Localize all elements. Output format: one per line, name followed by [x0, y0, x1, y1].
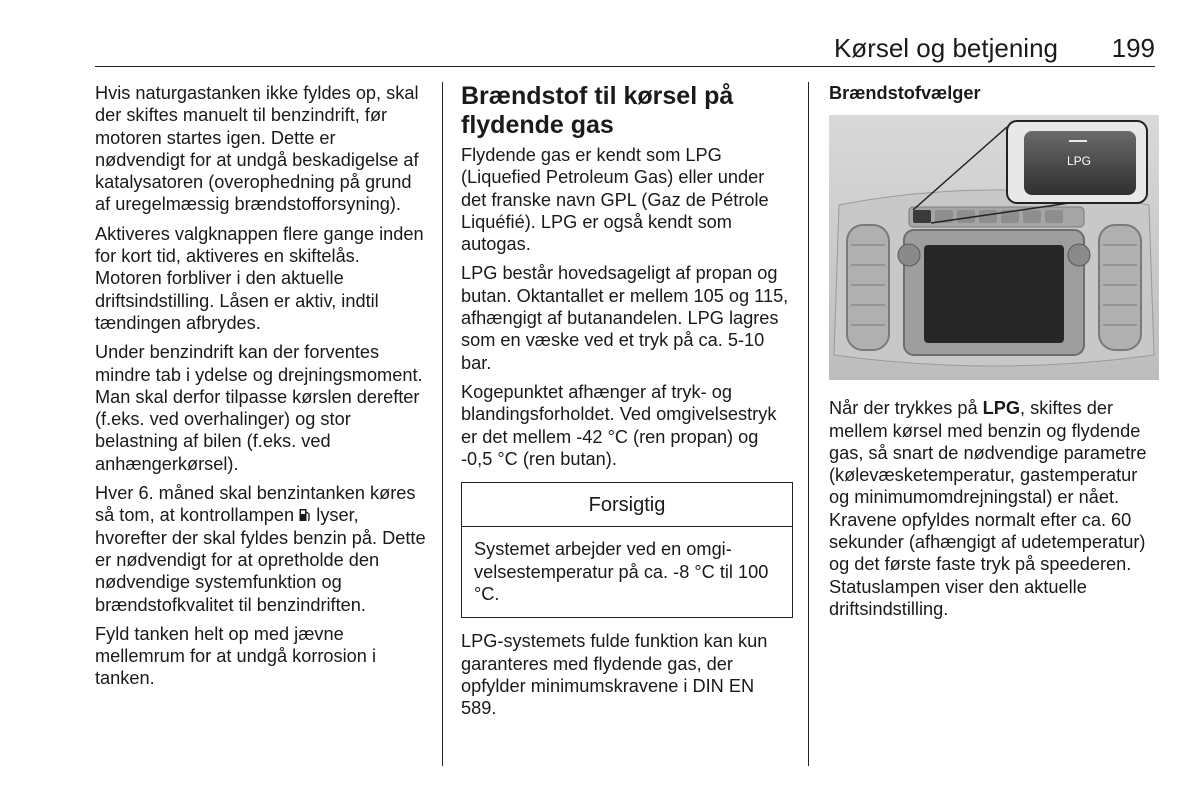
page-title: Kørsel og betjening	[833, 33, 1058, 63]
fuel-pump-icon	[299, 508, 311, 522]
lpg-button-reference: LPG	[982, 398, 1021, 419]
lpg-button-label: LPG	[1066, 154, 1092, 169]
caution-box	[461, 482, 793, 618]
paragraph-text: lyser, hvorefter der skal fyldes benzin på. Dette er nødvendigt for at opretholde den nødvendige systemfunktion og brændstofkvalitet til benzindriften.	[95, 505, 426, 615]
paragraph: Hvis naturgastanken ikke fyldes op, skal der skiftes manuelt til benzindrift, før motoren startes igen. Dette er nødvendigt for at undgå beskadigelse af katalysatoren (overophedning på grund af uregelmæssig brændstofforsyning).	[95, 83, 419, 215]
paragraph: Aktiveres valgknappen flere gange inden for kort tid, aktiveres en skiftelås. Motoren forbliver i den aktuelle driftsindstilling. Låsen er aktiv, indtil tændingen afbrydes.	[95, 223, 424, 333]
paragraph-text: Hver 6. måned skal benzintanken køres så tom, at kontrollampen	[95, 483, 416, 526]
header-rule	[95, 66, 1155, 67]
paragraph	[95, 482, 427, 616]
caution-title: Forsigtig	[462, 483, 792, 527]
dashboard-photo	[829, 115, 1159, 380]
column-2	[461, 82, 793, 727]
column-divider-2	[808, 82, 809, 766]
column-1	[95, 82, 427, 697]
paragraph: LPG-systemets fulde funktion kan kun garanteres med flydende gas, der opfylder minimumskravene i DIN EN 589.	[461, 631, 768, 719]
caution-text: Systemet arbejder ved en omgivelsestemperatur på ca. -8 °C til 100 °C.	[474, 539, 769, 605]
paragraph: Fyld tanken helt op med jævne mellemrum for at undgå korrosion i tanken.	[95, 623, 377, 689]
subsection-heading: Brændstofvælger	[829, 83, 981, 103]
paragraph: Kogepunktet afhænger af tryk- og blandingsforholdet. Ved omgivelsestryk er det mellem -42 °C (ren propan) og -0,5 °C (ren butan).	[461, 381, 777, 469]
page-number: 199	[1111, 33, 1155, 63]
column-3	[829, 82, 1159, 627]
paragraph	[829, 397, 1159, 620]
paragraph: LPG består hovedsageligt af propan og butan. Oktantallet er mellem 105 og 115, afhængigt af butanandelen. LPG lagres som en væske ved et tryk på ca. 5-10 bar.	[461, 263, 789, 373]
column-divider-1	[442, 82, 443, 766]
section-heading: Brændstof til kørsel på flydende gas	[461, 82, 734, 139]
paragraph: Flydende gas er kendt som LPG (Liquefied Petroleum Gas) eller under det franske navn GPL (Gaz de Pétrole Liquéfié). LPG er også kendt som autogas.	[461, 145, 769, 255]
paragraph-text: Når der trykkes på	[829, 398, 983, 419]
paragraph: Under benzindrift kan der forventes mindre tab i ydelse og drejningsmoment. Man skal derfor tilpasse kørslen derefter (f.eks. ved overhalinger) og stor belastning af bilen (f.eks. ved anhængerkørsel).	[95, 342, 423, 474]
paragraph-text: , skiftes der mellem kørsel med benzin og flydende gas, så snart de nødvendige parametre (kølevæsketemperatur, gastemperatur og minimumomdrejningstal) er nået. Kravene opfyldes normalt efter ca. 60 sekunder (afhængigt af udetemperatur) og det første faste tryk på speederen. Statuslampen viser den aktuelle driftsindstilling.	[829, 398, 1147, 619]
